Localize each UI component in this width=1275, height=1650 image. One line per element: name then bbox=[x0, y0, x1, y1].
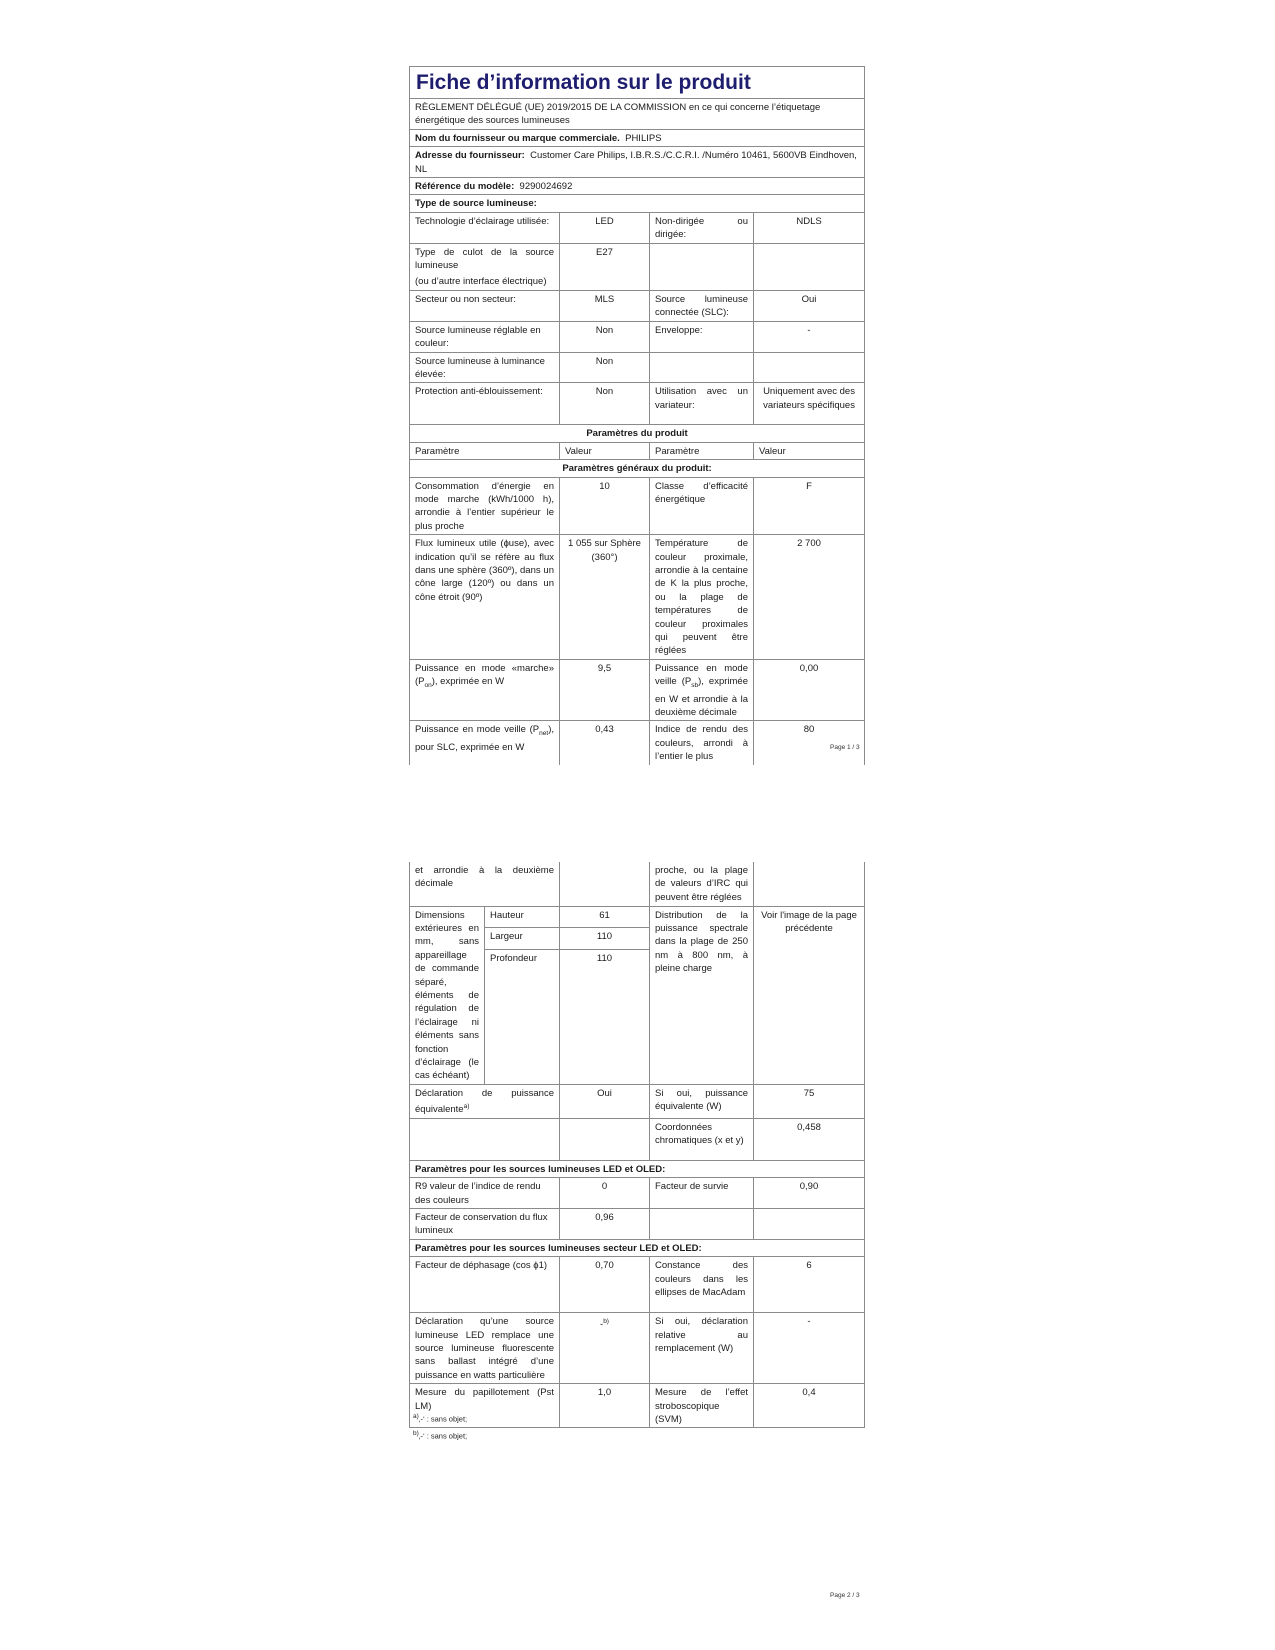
param-label: Consommation d’énergie en mode marche (kWh/1000 h), arrondie à l’entier supérieur le plus proche bbox=[410, 477, 560, 535]
param-label bbox=[650, 243, 754, 290]
replace-sup: b) bbox=[603, 1318, 609, 1326]
cap-type-label: Type de culot de la source lumineuse bbox=[415, 246, 554, 272]
footnote-b-text: ‚-‘ : sans objet; bbox=[418, 1431, 468, 1440]
param-value: Oui bbox=[754, 290, 865, 321]
param-label: proche, ou la plage de valeurs d’IRC qui peuvent être réglées bbox=[650, 862, 754, 906]
power-on-label: Puissance en mode «marche» (P bbox=[415, 662, 554, 688]
param-label: Déclaration qu’une source lumineuse LED remplace une source lumineuse fluorescente sans ballast intégré d’une puissance en watts particulière bbox=[410, 1313, 560, 1384]
param-value: 1,0 bbox=[560, 1384, 650, 1428]
dim-value: 61 bbox=[560, 906, 650, 928]
param-label: Facteur de déphasage (cos ϕ1) bbox=[410, 1257, 560, 1313]
param-label: Source lumineuse à luminance élevée: bbox=[410, 352, 560, 383]
param-value: 0,00 bbox=[754, 659, 865, 721]
param-value: 0,458 bbox=[754, 1118, 865, 1160]
dimensions-label: Dimensions extérieures en mm, sans appareillage de commande séparé, éléments de régulation de l’éclairage ni éléments sans fonction d’éclairage (le cas échéant) bbox=[410, 906, 485, 1084]
param-label: Classe d’efficacité énergétique bbox=[650, 477, 754, 535]
param-label: Facteur de conservation du flux lumineux bbox=[410, 1208, 560, 1239]
footnote-a-sup: a) bbox=[413, 1413, 419, 1420]
regulation-text: RÈGLEMENT DÉLÉGUÉ (UE) 2019/2015 DE LA COMMISSION en ce qui concerne l’étiquetage énergétique des sources lumineuses bbox=[410, 99, 865, 130]
product-info-table-page-1 bbox=[409, 66, 865, 765]
param-label: Flux lumineux utile (ɸuse), avec indication qu’il se réfère au flux dans une sphère (360º), dans un cône large (120º) ou dans un cône étroit (90º) bbox=[410, 535, 560, 660]
table-row bbox=[410, 1084, 865, 1118]
cap-type-label-2: (ou d’autre interface électrique) bbox=[415, 276, 547, 288]
supplier-name-label: Nom du fournisseur ou marque commerciale. bbox=[415, 132, 620, 144]
param-label: Protection anti-éblouissement: bbox=[410, 383, 560, 425]
param-label bbox=[650, 659, 754, 721]
product-params-header: Paramètres du produit bbox=[410, 425, 865, 442]
general-params-header: Paramètres généraux du produit: bbox=[410, 460, 865, 477]
param-value: LED bbox=[560, 212, 650, 243]
param-value: 80 bbox=[754, 721, 865, 765]
param-value: Oui bbox=[560, 1084, 650, 1118]
param-value: - bbox=[754, 321, 865, 352]
table-row bbox=[410, 1384, 865, 1428]
dim-value: 110 bbox=[560, 949, 650, 1084]
equiv-label: Déclaration de puissance équivalente bbox=[415, 1087, 554, 1116]
param-value: 10 bbox=[560, 477, 650, 535]
param-label: et arrondie à la deuxième décimale bbox=[410, 862, 560, 906]
standby-label: Puissance en mode veille (P bbox=[655, 662, 748, 688]
param-label bbox=[410, 659, 560, 721]
model-ref: 9290024692 bbox=[519, 181, 573, 193]
column-header-row bbox=[410, 442, 865, 459]
param-label: Enveloppe: bbox=[650, 321, 754, 352]
table-row bbox=[410, 477, 865, 535]
table-row bbox=[410, 535, 865, 660]
col-header-param: Paramètre bbox=[410, 442, 560, 459]
param-label: Température de couleur proximale, arrondie à la centaine de K la plus proche, ou la plage de températures de couleur proximales qui peuvent être réglées bbox=[650, 535, 754, 660]
param-value: 0 bbox=[560, 1178, 650, 1209]
net-standby-label: Puissance en mode veille (P bbox=[415, 724, 540, 736]
param-value: 0,4 bbox=[754, 1384, 865, 1428]
table-row bbox=[410, 352, 865, 383]
param-value: 1 055 sur Sphère (360°) bbox=[560, 535, 650, 660]
table-row bbox=[410, 212, 865, 243]
dim-name: Hauteur bbox=[485, 906, 560, 928]
page-1 bbox=[0, 0, 1275, 800]
footnote-a bbox=[413, 1410, 467, 1427]
power-on-sub: on bbox=[424, 682, 432, 690]
model-ref-row bbox=[410, 178, 865, 195]
standby-sub: sb bbox=[691, 682, 699, 690]
param-value: 75 bbox=[754, 1084, 865, 1118]
param-label: Utilisation avec un variateur: bbox=[650, 383, 754, 425]
table-row bbox=[410, 243, 865, 290]
param-label: Technologie d’éclairage utilisée: bbox=[410, 212, 560, 243]
param-label bbox=[410, 1118, 560, 1160]
param-value bbox=[754, 1208, 865, 1239]
param-value: MLS bbox=[560, 290, 650, 321]
param-label: Secteur ou non secteur: bbox=[410, 290, 560, 321]
param-value: Uniquement avec des variateurs spécifiques bbox=[754, 383, 865, 425]
param-label: R9 valeur de l’indice de rendu des couleurs bbox=[410, 1178, 560, 1209]
table-row bbox=[410, 1118, 865, 1160]
param-value: NDLS bbox=[754, 212, 865, 243]
table-row bbox=[410, 862, 865, 906]
param-label: Mesure du papillotement (Pst LM) bbox=[410, 1384, 560, 1428]
supplier-name: PHILIPS bbox=[625, 132, 662, 144]
dim-value: 110 bbox=[560, 928, 650, 950]
table-row bbox=[410, 659, 865, 721]
param-label: Non-dirigée ou dirigée: bbox=[650, 212, 754, 243]
param-value: Non bbox=[560, 383, 650, 425]
table-row bbox=[410, 321, 865, 352]
led-params-header: Paramètres pour les sources lumineuses LED et OLED: bbox=[410, 1160, 865, 1177]
param-value: - bbox=[754, 1313, 865, 1384]
power-on-label-end: ), exprimée en W bbox=[431, 676, 505, 688]
page-footer: Page 2 / 3 bbox=[830, 1592, 860, 1599]
net-standby-label-end: ), pour SLC, exprimée en W bbox=[415, 724, 554, 753]
param-label: Indice de rendu des couleurs, arrondi à l’entier le plus bbox=[650, 721, 754, 765]
param-label bbox=[650, 352, 754, 383]
col-header-param: Paramètre bbox=[650, 442, 754, 459]
param-label bbox=[410, 243, 560, 290]
footnotes bbox=[413, 1410, 467, 1443]
param-value bbox=[754, 352, 865, 383]
param-value: 2 700 bbox=[754, 535, 865, 660]
document-title: Fiche d’information sur le produit bbox=[410, 67, 865, 99]
param-label: Si oui, déclaration relative au remplacement (W) bbox=[650, 1313, 754, 1384]
param-label: Mesure de l’effet stroboscopique (SVM) bbox=[650, 1384, 754, 1428]
footnote-b bbox=[413, 1427, 467, 1444]
supplier-address: Customer Care Philips, I.B.R.S./C.C.R.I. /Numéro 10461, 5600VB Eindhoven, NL bbox=[415, 150, 857, 175]
table-row bbox=[410, 290, 865, 321]
spectral-value: Voir l'image de la page précédente bbox=[754, 906, 865, 1084]
param-value: 0,43 bbox=[560, 721, 650, 765]
param-value: Non bbox=[560, 352, 650, 383]
table-row bbox=[410, 1313, 865, 1384]
supplier-address-row bbox=[410, 147, 865, 178]
param-value bbox=[560, 862, 650, 906]
replace-value: - bbox=[600, 1319, 604, 1331]
table-row bbox=[410, 721, 865, 765]
col-header-value: Valeur bbox=[560, 442, 650, 459]
param-label bbox=[650, 1208, 754, 1239]
param-value bbox=[560, 1313, 650, 1384]
supplier-name-row bbox=[410, 129, 865, 146]
param-value: 0,90 bbox=[754, 1178, 865, 1209]
light-source-type-header: Type de source lumineuse: bbox=[410, 195, 865, 212]
page-footer: Page 1 / 3 bbox=[830, 744, 860, 751]
param-label bbox=[410, 721, 560, 765]
supplier-address-label: Adresse du fournisseur: bbox=[415, 150, 525, 162]
param-label bbox=[410, 1084, 560, 1118]
param-value bbox=[754, 862, 865, 906]
param-label: Facteur de survie bbox=[650, 1178, 754, 1209]
mains-led-params-header: Paramètres pour les sources lumineuses secteur LED et OLED: bbox=[410, 1239, 865, 1256]
equiv-sup: a) bbox=[463, 1103, 470, 1111]
table-row bbox=[410, 383, 865, 425]
param-value: E27 bbox=[560, 243, 650, 290]
param-label: Constance des couleurs dans les ellipses de MacAdam bbox=[650, 1257, 754, 1313]
param-value: 0,96 bbox=[560, 1208, 650, 1239]
table-row bbox=[410, 906, 865, 928]
param-label: Coordonnées chromatiques (x et y) bbox=[650, 1118, 754, 1160]
param-value: 0,70 bbox=[560, 1257, 650, 1313]
param-value: Non bbox=[560, 321, 650, 352]
param-label: Source lumineuse réglable en couleur: bbox=[410, 321, 560, 352]
param-value bbox=[560, 1118, 650, 1160]
table-row bbox=[410, 1178, 865, 1209]
model-ref-label: Référence du modèle: bbox=[415, 181, 515, 193]
spectral-label: Distribution de la puissance spectrale dans la plage de 250 nm à 800 nm, à pleine charge bbox=[650, 906, 754, 1084]
footnote-b-sup: b) bbox=[413, 1429, 419, 1437]
param-value: 6 bbox=[754, 1257, 865, 1313]
footnote-a-text: ‚-‘ : sans objet; bbox=[418, 1414, 468, 1424]
product-info-table-page-2 bbox=[409, 862, 865, 1428]
param-label: Si oui, puissance équivalente (W) bbox=[650, 1084, 754, 1118]
param-label: Source lumineuse connectée (SLC): bbox=[650, 290, 754, 321]
param-value bbox=[754, 243, 865, 290]
table-row bbox=[410, 1208, 865, 1239]
dim-name: Profondeur bbox=[485, 949, 560, 1084]
param-value: 9,5 bbox=[560, 659, 650, 721]
col-header-value: Valeur bbox=[754, 442, 865, 459]
standby-label-end: ), exprimée en W et arrondie à la deuxième décimale bbox=[655, 676, 748, 718]
dim-name: Largeur bbox=[485, 928, 560, 950]
table-row bbox=[410, 1257, 865, 1313]
param-value: F bbox=[754, 477, 865, 535]
net-standby-sub: net bbox=[539, 730, 549, 738]
